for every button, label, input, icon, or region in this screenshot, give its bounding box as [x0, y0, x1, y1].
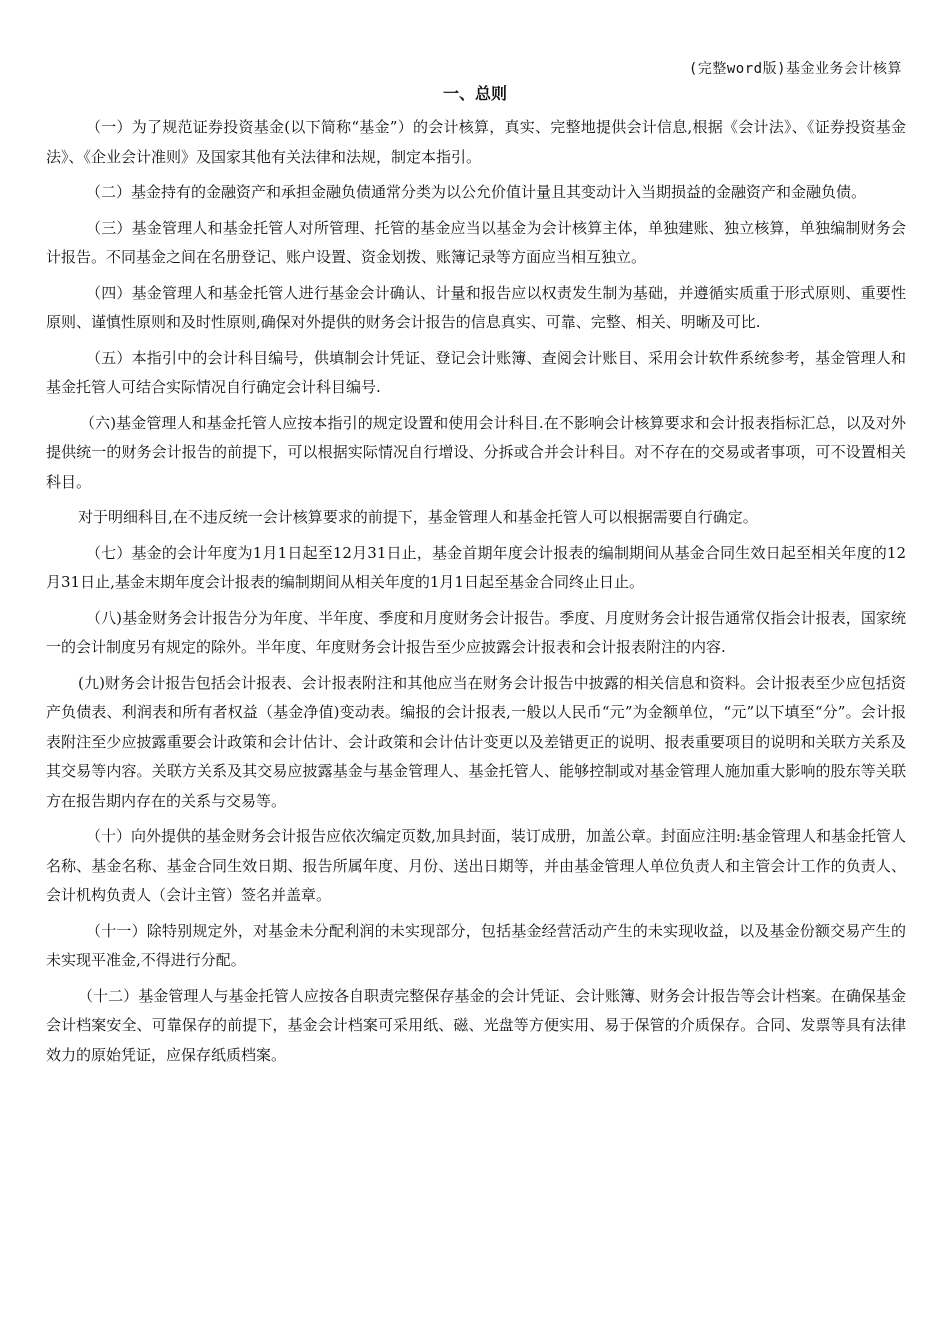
- paragraph-4: （四）基金管理人和基金托管人进行基金会计确认、计量和报告应以权责发生制为基础，并遵循实质重于形式原则、重要性原则、谨慎性原则和及时性原则,确保对外提供的财务会计报告的信息真实、可靠、完整、相关、明晰及可比.: [46, 283, 906, 331]
- paragraph-5: （五）本指引中的会计科目编号，供填制会计凭证、登记会计账簿、查阅会计账目、采用会计软件系统参考，基金管理人和基金托管人可结合实际情况自行确定会计科目编号.: [46, 348, 906, 396]
- paragraph-8: （八)基金财务会计报告分为年度、半年度、季度和月度财务会计报告。季度、月度财务会计报告通常仅指会计报表，国家统一的会计制度另有规定的除外。半年度、年度财务会计报告至少应披露会计报表和会计报表附注的内容.: [46, 608, 906, 656]
- header-note: (完整word版)基金业务会计核算: [688, 61, 902, 77]
- paragraph-1: （一）为了规范证券投资基金(以下简称“基金”）的会计核算，真实、完整地提供会计信息,根据《会计法》、《证券投资基金法》、《企业会计准则》及国家其他有关法律和法规，制定本指引。: [46, 118, 906, 166]
- paragraph-6-note: 对于明细科目,在不违反统一会计核算要求的前提下，基金管理人和基金托管人可以根据需要自行确定。: [78, 508, 758, 526]
- paragraph-9: (九)财务会计报告包括会计报表、会计报表附注和其他应当在财务会计报告中披露的相关信息和资料。会计报表至少应包括资产负债表、利润表和所有者权益（基金净值)变动表。编报的会计报表,一般以人民币“元”为金额单位，“元”以下填至“分”。会计报表附注至少应披露重要会计政策和会计估计、会计政策和会计估计变更以及差错更正的说明、报表重要项目的说明和关联方关系及其交易等内容。关联方关系及其交易应披露基金与基金管理人、基金托管人、能够控制或对基金管理人施加重大影响的股东等关联方在报告期内存在的关系与交易等。: [46, 673, 906, 810]
- section-title: 一、总则: [442, 84, 507, 103]
- paragraph-6: （六)基金管理人和基金托管人应按本指引的规定设置和使用会计科目.在不影响会计核算要求和会计报表指标汇总，以及对外提供统一的财务会计报告的前提下，可以根据实际情况自行增设、分拆或合并会计科目。对不存在的交易或者事项，可不设置相关科目。: [46, 413, 906, 491]
- paragraph-10: （十）向外提供的基金财务会计报告应依次编定页数,加具封面，装订成册，加盖公章。封面应注明:基金管理人和基金托管人名称、基金名称、基金合同生效日期、报告所属年度、月份、送出日期等，并由基金管理人单位负责人和主管会计工作的负责人、会计机构负责人（会计主管）签名并盖章。: [46, 827, 906, 904]
- paragraph-11: （十一）除特别规定外，对基金未分配利润的未实现部分，包括基金经营活动产生的未实现收益，以及基金份额交易产生的未实现平准金,不得进行分配。: [46, 921, 906, 969]
- document-body: [46, 113, 906, 1076]
- paragraph-12: （十二）基金管理人与基金托管人应按各自职责完整保存基金的会计凭证、会计账簿、财务会计报告等会计档案。在确保基金会计档案安全、可靠保存的前提下，基金会计档案可采用纸、磁、光盘等方便实用、易于保管的介质保存。合同、发票等具有法律效力的原始凭证，应保存纸质档案。: [46, 986, 906, 1064]
- paragraph-2: （二）基金持有的金融资产和承担金融负债通常分类为以公允价值计量且其变动计入当期损益的金融资产和金融负债。: [86, 183, 867, 201]
- paragraph-3: （三）基金管理人和基金托管人对所管理、托管的基金应当以基金为会计核算主体，单独建账、独立核算，单独编制财务会计报告。不同基金之间在名册登记、账户设置、资金划拨、账簿记录等方面应当相互独立。: [46, 218, 906, 266]
- paragraph-7: （七）基金的会计年度为1月1日起至12月31日止，基金首期年度会计报表的编制期间从基金合同生效日起至相关年度的12月31日止,基金末期年度会计报表的编制期间从相关年度的1月1日起至基金合同终止日止。: [46, 543, 906, 591]
